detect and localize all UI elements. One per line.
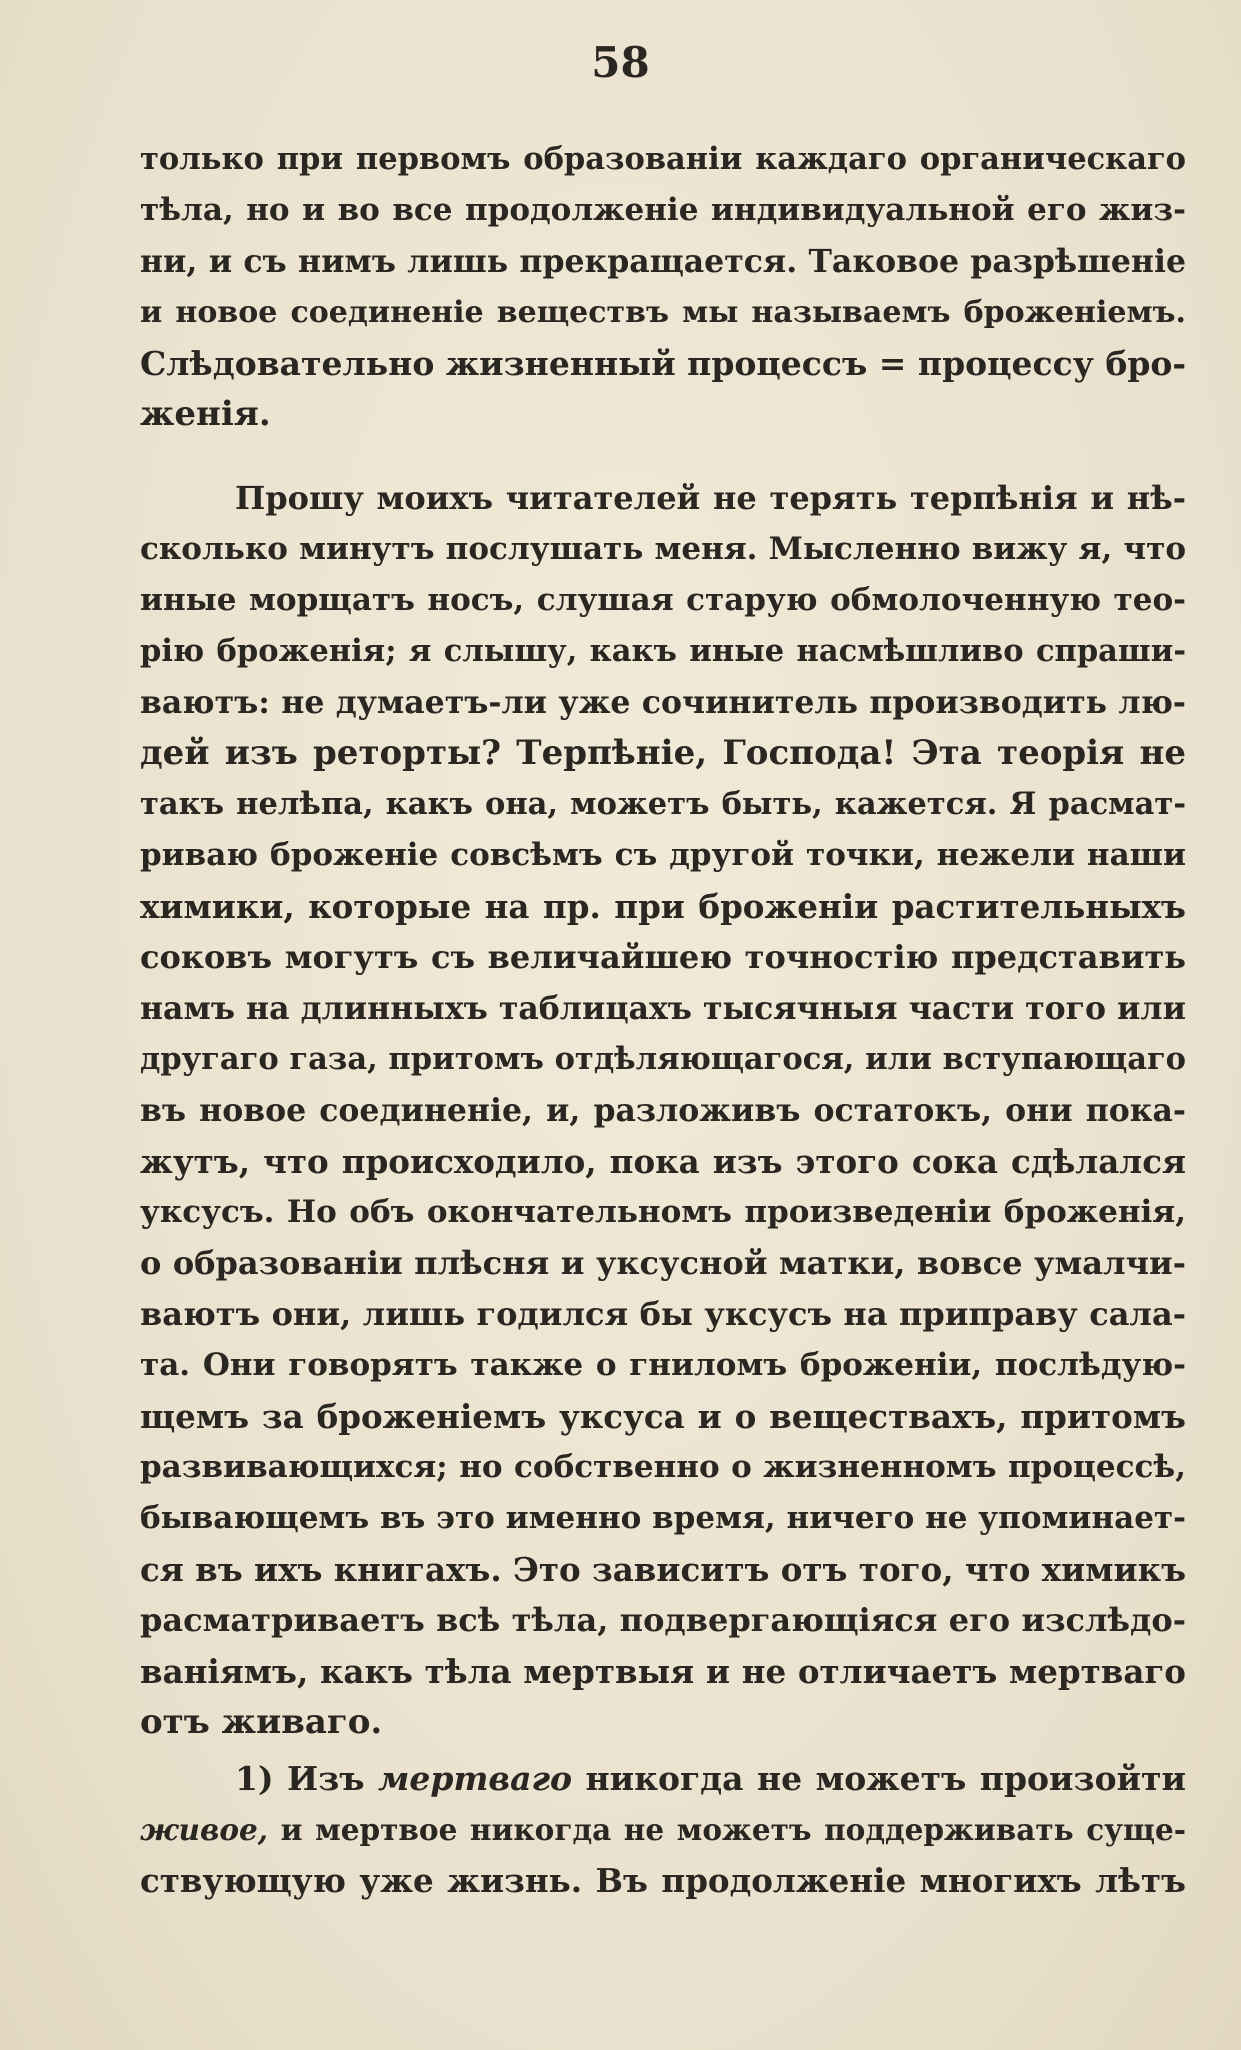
paragraph-2: [140, 473, 1186, 1748]
text-line: тѣла, но и во все продолженіе индивидуальной его жиз-: [140, 192, 1186, 228]
emphasis-dead: мертваго: [378, 1759, 573, 1798]
text-line: о образованіи плѣсня и уксусной матки, вовсе умалчи-: [140, 1244, 1186, 1282]
text-line: риваю броженіе совсѣмъ съ другой точки, нежели наши: [140, 837, 1186, 873]
text-line: ся въ ихъ книгахъ. Это зависитъ отъ того, что химикъ: [140, 1550, 1186, 1589]
text-line: ваютъ: не думаетъ-ли уже сочинитель производить лю-: [140, 684, 1186, 721]
text-line: въ новое соединеніе, и, разложивъ остатокъ, они пока-: [140, 1092, 1186, 1129]
text-line: дей изъ реторты? Терпѣніе, Господа! Эта теорія не: [140, 733, 1186, 773]
text-line: иные морщатъ носъ, слушая старую обмолоченную тео-: [140, 582, 1186, 618]
text-line: жутъ, что происходило, пока изъ этого сока сдѣлался: [140, 1142, 1186, 1181]
text-line: уксусъ. Но объ окончательномъ произведеніи броженія,: [140, 1194, 1186, 1230]
text-fragment: никогда не можетъ произойти: [585, 1759, 1186, 1798]
text-fragment: и мертвое никогда не можетъ поддерживать суще-: [280, 1812, 1186, 1847]
text-line: расматриваетъ всѣ тѣла, подвергающіяся его изслѣдо-: [140, 1601, 1186, 1639]
text-line: Слѣдовательно жизненный процессъ = процессу бро-: [140, 344, 1186, 383]
text-line: такъ нелѣпа, какъ она, можетъ быть, кажется. Я расмат-: [140, 786, 1186, 822]
text-line-first: [140, 1753, 1186, 1804]
text-line: развивающихся; но собственно о жизненномъ процессѣ,: [140, 1449, 1186, 1485]
text-line: [140, 1804, 1186, 1855]
text-line: и новое соединеніе веществъ мы называемъ броженіемъ.: [140, 295, 1186, 330]
page-number: 58: [591, 38, 650, 87]
footnote-prefix: 1) Изъ: [235, 1759, 365, 1798]
emphasis-living: живое,: [140, 1812, 269, 1847]
paragraph-3: [140, 1753, 1186, 1906]
text-line: ваніямъ, какъ тѣла мертвыя и не отличаетъ мертваго: [140, 1652, 1186, 1691]
text-line: ваютъ они, лишь годился бы уксусъ на приправу сала-: [140, 1295, 1186, 1333]
text-line-first: Прошу моихъ читателей не терять терпѣнія и нѣ-: [235, 479, 1186, 517]
text-line: рію броженія; я слышу, какъ иные насмѣшливо спраши-: [140, 633, 1186, 669]
text-line: соковъ могутъ съ величайшею точностію представить: [140, 938, 1186, 976]
text-line: щемъ за броженіемъ уксуса и о веществахъ, притомъ: [140, 1397, 1186, 1436]
text-line: ствующую уже жизнь. Въ продолженіе многихъ лѣтъ: [140, 1861, 1186, 1900]
paragraph-1: [140, 134, 1186, 440]
text-line-last: отъ живаго.: [140, 1702, 383, 1742]
text-line-last: женія.: [140, 394, 271, 434]
text-line: сколько минутъ послушать меня. Мысленно вижу я, что: [140, 531, 1186, 567]
text-line: только при первомъ образованіи каждаго органическаго: [140, 141, 1186, 177]
text-line: ни, и съ нимъ лишь прекращается. Таковое разрѣшеніе: [140, 243, 1186, 280]
text-line: бывающемъ въ это именно время, ничего не упоминает-: [140, 1500, 1186, 1536]
text-line: химики, которые на пр. при броженіи растительныхъ: [140, 887, 1186, 926]
text-line: намъ на длинныхъ таблицахъ тысячныя части того или: [140, 990, 1186, 1027]
text-line: та. Они говорятъ также о гниломъ броженіи, послѣдую-: [140, 1347, 1186, 1383]
text-line: другаго газа, притомъ отдѣляющагося, или вступающаго: [140, 1041, 1186, 1077]
